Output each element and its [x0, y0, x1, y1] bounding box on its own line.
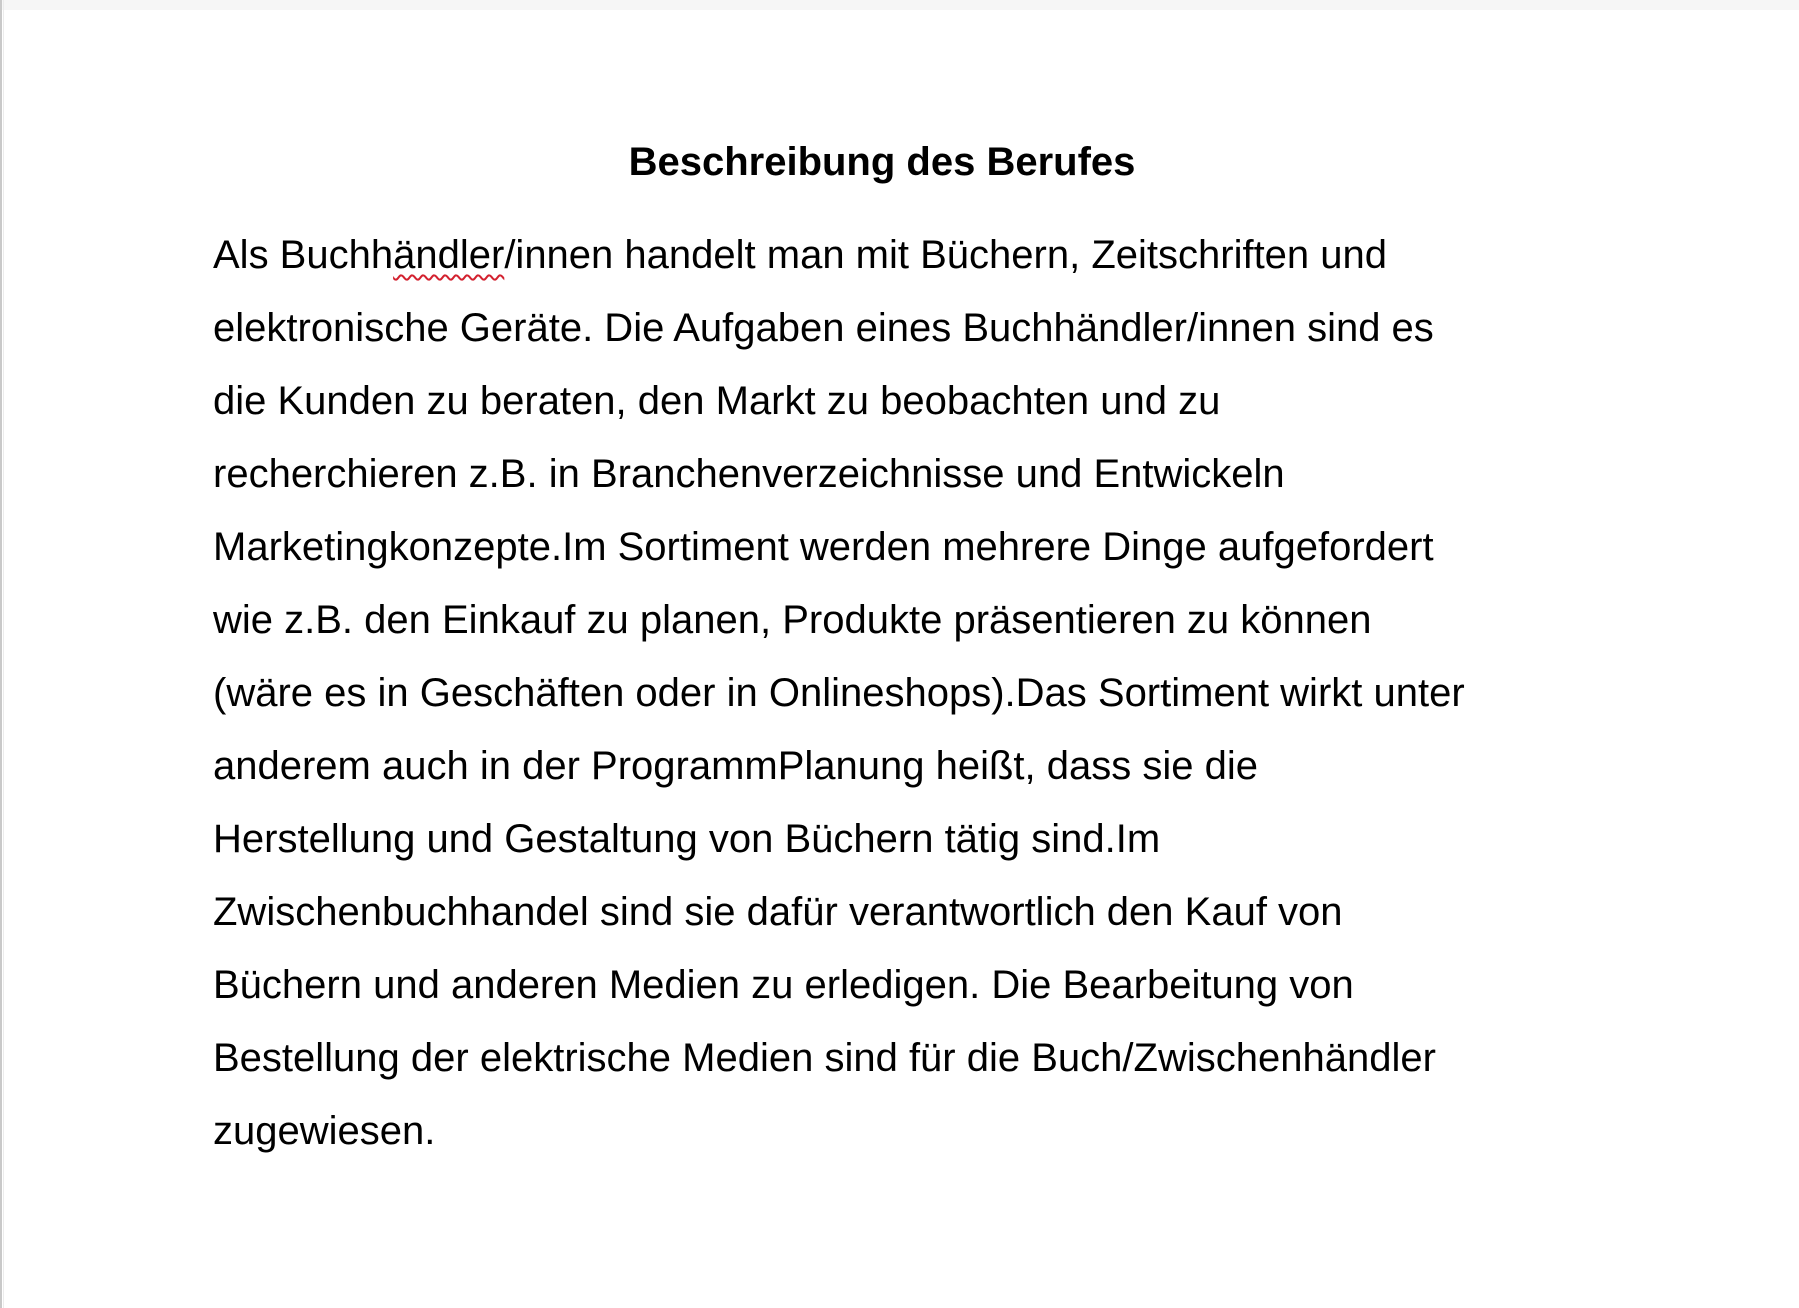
- body-line-2: elektronische Geräte. Die Aufgaben eines Buchhändler/innen sind es: [213, 306, 1434, 350]
- body-line-11: Büchern und anderen Medien zu erledigen. Die Bearbeitung von: [213, 963, 1354, 1007]
- body-line-5: Marketingkonzepte.Im Sortiment werden mehrere Dinge aufgefordert: [213, 525, 1434, 569]
- body-line-7: (wäre es in Geschäften oder in Onlineshops).Das Sortiment wirkt unter: [213, 671, 1465, 715]
- page-left-border: [0, 0, 2, 1308]
- body-line-10: Zwischenbuchhandel sind sie dafür verantwortlich den Kauf von: [213, 890, 1343, 934]
- body-line-6: wie z.B. den Einkauf zu planen, Produkte präsentieren zu können: [213, 598, 1372, 642]
- spellcheck-error-word[interactable]: ändler: [393, 233, 505, 277]
- body-line-4: recherchieren z.B. in Branchenverzeichnisse und Entwickeln: [213, 452, 1285, 496]
- text-run: /innen handelt man mit Büchern, Zeitschriften und: [504, 233, 1388, 277]
- document-body[interactable]: [213, 219, 1465, 1168]
- body-line-1: [213, 219, 1465, 292]
- window-top-edge: [0, 0, 1799, 10]
- body-line-12: Bestellung der elektrische Medien sind für die Buch/Zwischenhändler: [213, 1036, 1436, 1080]
- document-title: Beschreibung des Berufes: [628, 140, 1136, 184]
- body-line-13: zugewiesen.: [213, 1109, 436, 1153]
- text-run: Als Buchh: [213, 233, 394, 277]
- body-line-3: die Kunden zu beraten, den Markt zu beobachten und zu: [213, 379, 1221, 423]
- body-line-8: anderem auch in der ProgrammPlanung heißt, dass sie die: [213, 744, 1258, 788]
- body-line-9: Herstellung und Gestaltung von Büchern tätig sind.Im: [213, 817, 1161, 861]
- document-page[interactable]: [4, 10, 1799, 1308]
